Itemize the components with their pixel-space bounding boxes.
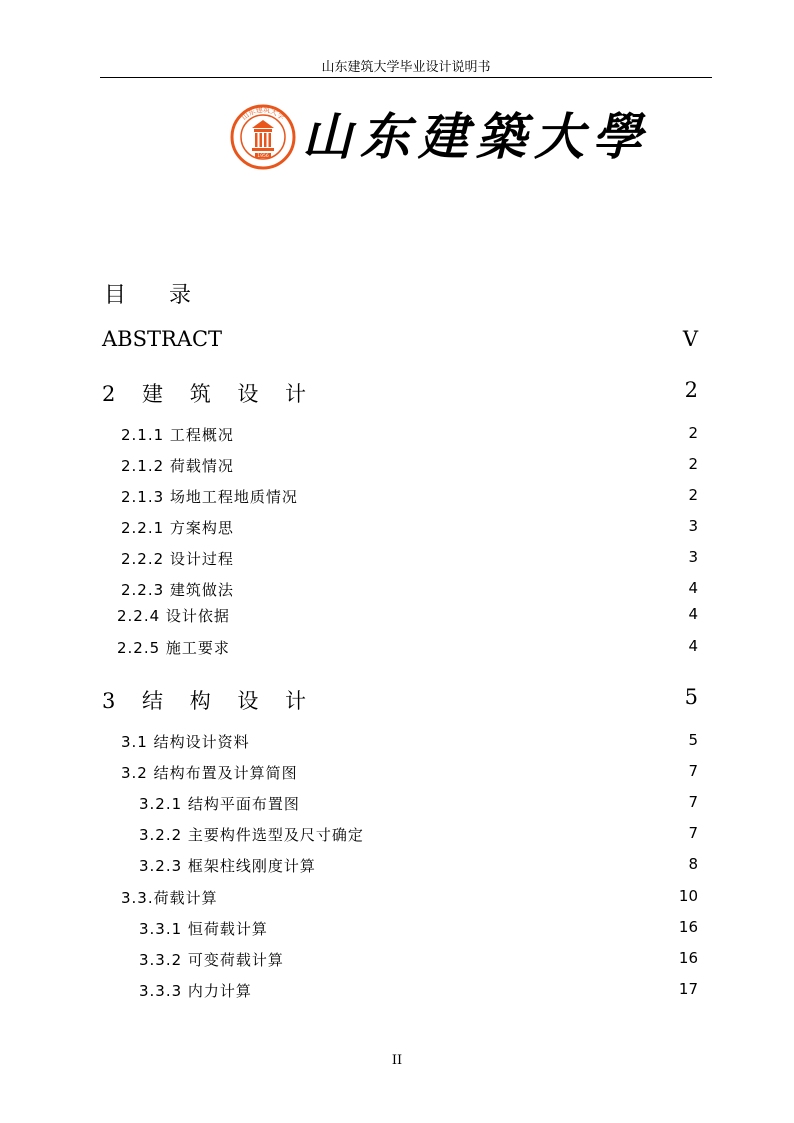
toc-entry-page: 2	[688, 455, 698, 473]
toc-entry-label: 2 建 筑 设 计	[102, 382, 317, 406]
toc-entry-page: 7	[688, 793, 698, 811]
toc-entry[interactable]	[0, 424, 794, 454]
toc-entry-label: 3.2.3 框架柱线刚度计算	[139, 857, 316, 875]
toc-entry-abstract[interactable]	[0, 327, 794, 357]
toc-entry-label: ABSTRACT	[102, 327, 223, 351]
toc-entry[interactable]	[0, 731, 794, 761]
toc-entry-page: 4	[688, 605, 698, 623]
toc-entry-label: 2.2.2 设计过程	[121, 550, 234, 568]
toc-entry-page: 5	[688, 731, 698, 749]
toc-entry-label: 2.2.5 施工要求	[117, 639, 230, 657]
toc-entry-chapter-3[interactable]	[0, 685, 794, 715]
toc-entry-page: 7	[688, 824, 698, 842]
seal-year: 1956	[257, 154, 269, 159]
toc-entry-page: 2	[688, 486, 698, 504]
header-rule	[100, 77, 712, 78]
toc-entry-page: 16	[678, 949, 698, 967]
toc-entry-page: V	[682, 327, 698, 351]
toc-entry[interactable]	[0, 887, 794, 917]
toc-entry[interactable]	[0, 824, 794, 854]
university-logo	[230, 104, 650, 170]
toc-entry-page: 4	[688, 579, 698, 597]
toc-entry[interactable]	[0, 949, 794, 979]
toc-entry-page: 2	[688, 424, 698, 442]
header-title: 山东建筑大学毕业设计说明书	[321, 60, 491, 75]
university-wordmark: 山东建築大學	[302, 107, 650, 166]
toc-entry[interactable]	[0, 517, 794, 547]
toc-entry-page: 16	[678, 918, 698, 936]
seal-text: 山东建筑大学	[240, 105, 286, 122]
university-seal-icon	[230, 104, 296, 170]
toc-entry[interactable]	[0, 793, 794, 823]
toc-entry-label: 3.3.荷载计算	[121, 889, 218, 907]
toc-entry-label: 3.2.2 主要构件选型及尺寸确定	[139, 826, 364, 844]
toc-entry-label: 2.2.3 建筑做法	[121, 581, 234, 599]
toc-entry-page: 7	[688, 762, 698, 780]
toc-entry-page: 3	[688, 517, 698, 535]
toc-entry[interactable]	[0, 918, 794, 948]
toc-entry-page: 10	[678, 887, 698, 905]
toc-entry-label: 3.1 结构设计资料	[121, 733, 250, 751]
toc-entry[interactable]	[0, 548, 794, 578]
toc-entry-label: 3.3.1 恒荷载计算	[139, 920, 268, 938]
toc-entry[interactable]	[0, 762, 794, 792]
toc-entry-label: 2.1.2 荷载情况	[121, 457, 234, 475]
toc-entry-page: 3	[688, 548, 698, 566]
toc-heading: 目 录	[104, 283, 209, 308]
toc-entry-label: 2.1.3 场地工程地质情况	[121, 488, 298, 506]
toc-entry-label: 3.3.3 内力计算	[139, 982, 252, 1000]
toc-entry-chapter-2[interactable]	[0, 378, 794, 408]
toc-entry-page: 17	[678, 980, 698, 998]
toc-entry[interactable]	[0, 980, 794, 1010]
toc-entry-label: 3.2 结构布置及计算简图	[121, 764, 298, 782]
toc-entry[interactable]	[0, 855, 794, 885]
toc-entry-page: 4	[688, 637, 698, 655]
toc-entry-page: 2	[684, 378, 698, 402]
toc-entry-label: 3 结 构 设 计	[102, 689, 317, 713]
toc-entry[interactable]	[0, 486, 794, 516]
toc-entry-label: 2.2.1 方案构思	[121, 519, 234, 537]
toc-entry[interactable]	[0, 455, 794, 485]
toc-entry[interactable]	[0, 637, 794, 667]
toc-entry[interactable]	[0, 605, 794, 635]
toc-entry-label: 3.3.2 可变荷载计算	[139, 951, 284, 969]
toc-entry-label: 2.2.4 设计依据	[117, 607, 230, 625]
toc-entry-label: 2.1.1 工程概况	[121, 426, 234, 444]
toc-entry-page: 5	[684, 685, 698, 709]
page-number: II	[391, 1053, 403, 1068]
toc-entry-label: 3.2.1 结构平面布置图	[139, 795, 300, 813]
toc-entry-page: 8	[688, 855, 698, 873]
